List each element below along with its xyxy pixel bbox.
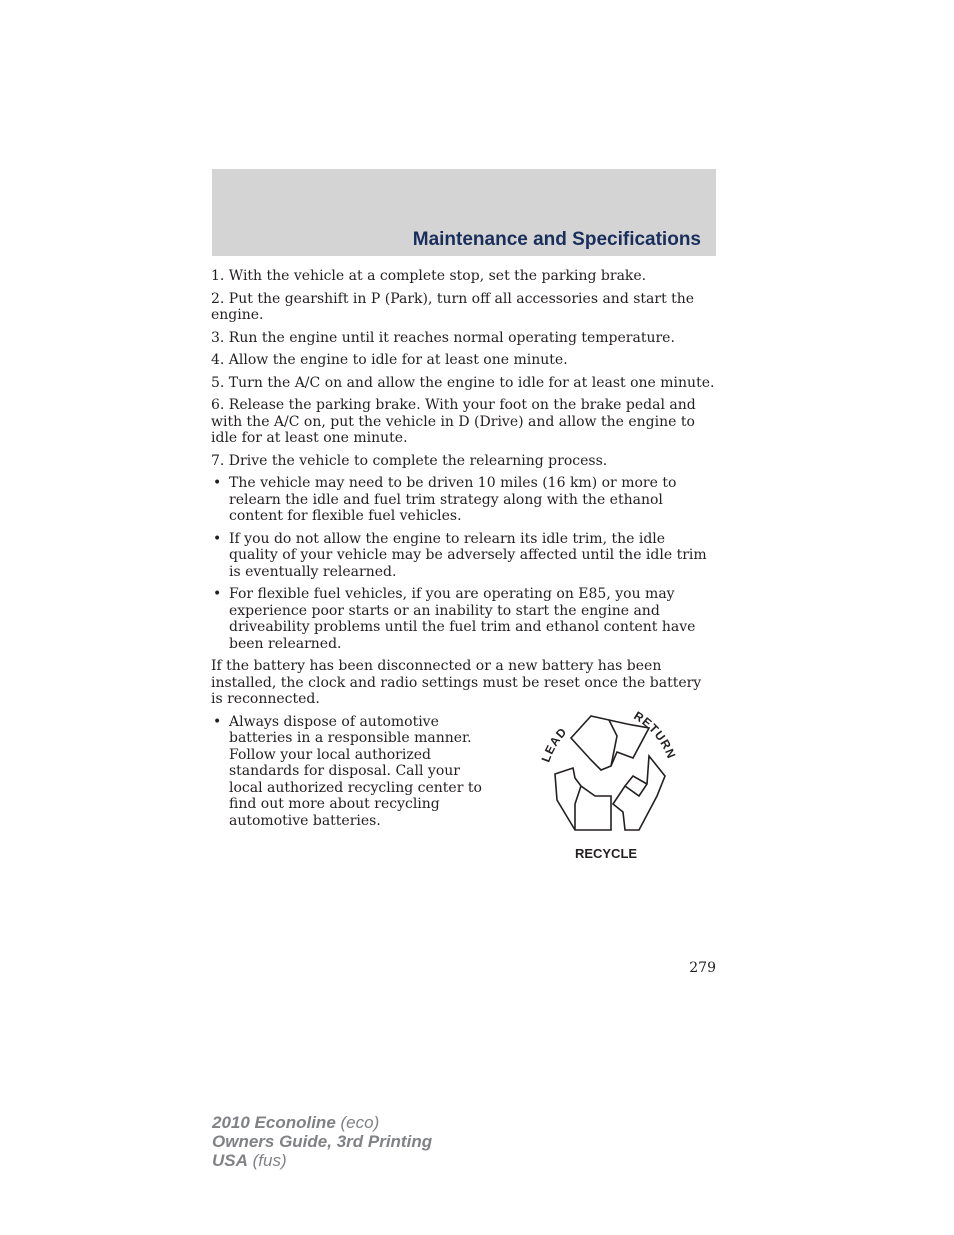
step-6: 6. Release the parking brake. With your foot on the brake pedal and with the A/C on, put the vehicle in D (Drive) and allow the engine to idle for at least one minute. xyxy=(211,397,696,446)
step-1: 1. With the vehicle at a complete stop, set the parking brake. xyxy=(211,268,647,284)
footer-market-code: (fus) xyxy=(247,1151,287,1170)
recycle-label-return: RETURN xyxy=(631,708,679,761)
footer-model-code: (eco) xyxy=(335,1113,380,1132)
footer-model: 2010 Econoline xyxy=(212,1113,336,1132)
battery-paragraph: If the battery has been disconnected or a new battery has been installed, the clock and radio settings must be reset once the battery is reconnected. xyxy=(211,658,702,707)
bullet-item: • For flexible fuel vehicles, if you are operating on E85, you may experience poor starts or an inability to start the engine and driveability problems until the fuel trim and ethanol content have been relearned. xyxy=(211,586,717,652)
battery-disposal-row xyxy=(211,708,717,883)
bullet-item: • The vehicle may need to be driven 10 miles (16 km) or more to relearn the idle and fuel trim strategy along with the ethanol content for flexible fuel vehicles. xyxy=(211,475,717,525)
footer-line-1 xyxy=(212,1113,432,1132)
recycle-symbol xyxy=(521,708,711,883)
page-content xyxy=(211,268,717,882)
step-7: 7. Drive the vehicle to complete the relearning process. xyxy=(211,452,608,469)
section-header-band xyxy=(212,169,716,256)
footer-line-2: Owners Guide, 3rd Printing xyxy=(212,1132,433,1151)
page-number: 279 xyxy=(689,960,716,976)
step-3: 3. Run the engine until it reaches normal operating temperature. xyxy=(211,329,675,346)
bullet-item: • If you do not allow the engine to relearn its idle trim, the idle quality of your vehicle may be adversely affected until the idle trim is eventually relearned. xyxy=(211,531,717,581)
battery-disposal-bullet: • Always dispose of automotive batteries in a responsible manner. Follow your local authorized standards for disposal. Call your local authorized recycling center to find out more about recycling automotive batteries. xyxy=(211,714,491,830)
footer-market: USA xyxy=(212,1151,248,1170)
recycle-arrows-icon xyxy=(521,708,711,878)
step-4: 4. Allow the engine to idle for at least one minute. xyxy=(211,352,568,368)
step-5: 5. Turn the A/C on and allow the engine to idle for at least one minute. xyxy=(211,374,715,391)
step-2: 2. Put the gearshift in P (Park), turn off all accessories and start the engine. xyxy=(211,290,695,323)
recycle-label-lead: LEAD xyxy=(538,723,570,764)
svg-text:LEAD xyxy=(539,724,570,764)
footer-line-3 xyxy=(212,1151,432,1170)
section-title: Maintenance and Specifications xyxy=(412,229,701,250)
recycle-label-recycle: RECYCLE xyxy=(574,845,638,861)
footer xyxy=(212,1113,432,1170)
